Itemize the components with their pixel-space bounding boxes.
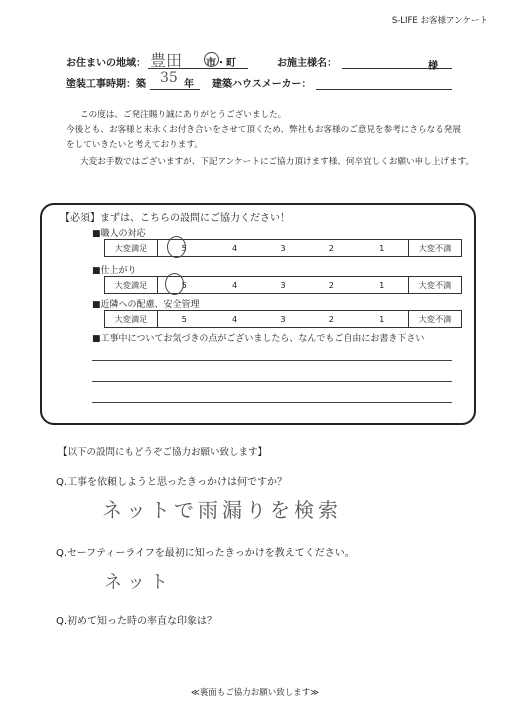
customer-name-underline [342, 68, 452, 69]
answer-2[interactable]: ネット [104, 572, 173, 593]
rating-5[interactable]: 5 [158, 311, 211, 328]
item-neighbor-safety-label: ■近隣への配慮、安全管理 [92, 300, 200, 310]
period-underline [150, 89, 200, 90]
city-town-label: 市・町 [206, 58, 236, 69]
rating-3[interactable]: 3 [259, 277, 307, 294]
rating-scale-craftsman [104, 239, 462, 257]
question-2: Q.セーフティーライフを最初に知ったきっかけを教えてください。 [56, 548, 355, 559]
rating-2[interactable]: 2 [307, 311, 355, 328]
intro-line-4: 大変お手数ではございますが、下記アンケートにご協力頂けます様、何卒宜しくお願い申し上げます。 [80, 157, 475, 167]
rating-5[interactable]: 5 [158, 277, 211, 294]
rating-4[interactable]: 4 [210, 240, 258, 257]
paint-period-unit: 年 [184, 79, 194, 90]
intro-line-1: この度は、ご発注賜り誠にありがとうございました。 [80, 110, 287, 120]
region-underline [148, 68, 248, 69]
rating-1[interactable]: 1 [356, 311, 409, 328]
region-label: お住まいの地域： [66, 58, 146, 69]
rating-2[interactable]: 2 [307, 277, 355, 294]
rating-scale-finish [104, 276, 462, 294]
scale-left-label: 大変満足 [105, 277, 158, 294]
item-craftsman-label: ■職人の対応 [92, 229, 146, 239]
customer-suffix: 様 [428, 61, 438, 72]
required-box-title: 【必須】まずは、こちらの設問にご協力ください！ [60, 213, 290, 224]
scale-right-label: 大変不満 [409, 277, 462, 294]
rating-1[interactable]: 1 [356, 277, 409, 294]
answer-1[interactable]: ネットで雨漏りを検索 [102, 498, 342, 522]
rating-2[interactable]: 2 [307, 240, 355, 257]
house-maker-label: 建築ハウスメーカー： [212, 79, 312, 90]
comment-line[interactable] [92, 381, 452, 382]
intro-line-2: 今後とも、お客様と末永くお付き合いをさせて頂くため、弊社もお客様のご意見を参考にさらなる発展 [66, 125, 461, 135]
scale-left-label: 大変満足 [105, 240, 158, 257]
intro-line-3: をしていきたいと考えております。 [66, 140, 203, 150]
paint-period-value: 35 [160, 70, 178, 86]
scale-right-label: 大変不満 [409, 311, 462, 328]
city-circle-mark [204, 52, 219, 67]
rating-4[interactable]: 4 [210, 277, 258, 294]
customer-name-label: お施主様名： [277, 58, 337, 69]
rating-4[interactable]: 4 [210, 311, 258, 328]
question-3: Q.初めて知った時の率直な印象は？ [56, 616, 218, 627]
comment-prompt: ■工事中についてお気づきの点がございましたら、なんでもご自由にお書き下さい [92, 334, 425, 344]
scale-right-label: 大変不満 [409, 240, 462, 257]
question-1: Q.工事を依頼しようと思ったきっかけは何ですか？ [56, 477, 288, 488]
region-value: 豊田 [150, 51, 183, 70]
rating-1[interactable]: 1 [356, 240, 409, 257]
item-finish-label: ■仕上がり [92, 266, 137, 276]
optional-section-title: 【以下の設問にもどうぞご協力お願い致します】 [58, 447, 268, 458]
selected-rating-circle [165, 273, 184, 295]
rating-scale-neighbor-safety [104, 310, 462, 328]
footer-note: ≪裏面もご協力お願い致します≫ [190, 688, 320, 698]
rating-3[interactable]: 3 [259, 240, 307, 257]
survey-header-title: S-LIFE お客様アンケート [391, 16, 488, 26]
rating-5[interactable]: 5 [158, 240, 211, 257]
house-maker-underline [316, 89, 452, 90]
comment-line[interactable] [92, 360, 452, 361]
selected-rating-circle [167, 236, 186, 258]
rating-3[interactable]: 3 [259, 311, 307, 328]
paint-period-label: 塗装工事時期：築 [66, 79, 146, 90]
comment-line[interactable] [92, 402, 452, 403]
scale-left-label: 大変満足 [105, 311, 158, 328]
